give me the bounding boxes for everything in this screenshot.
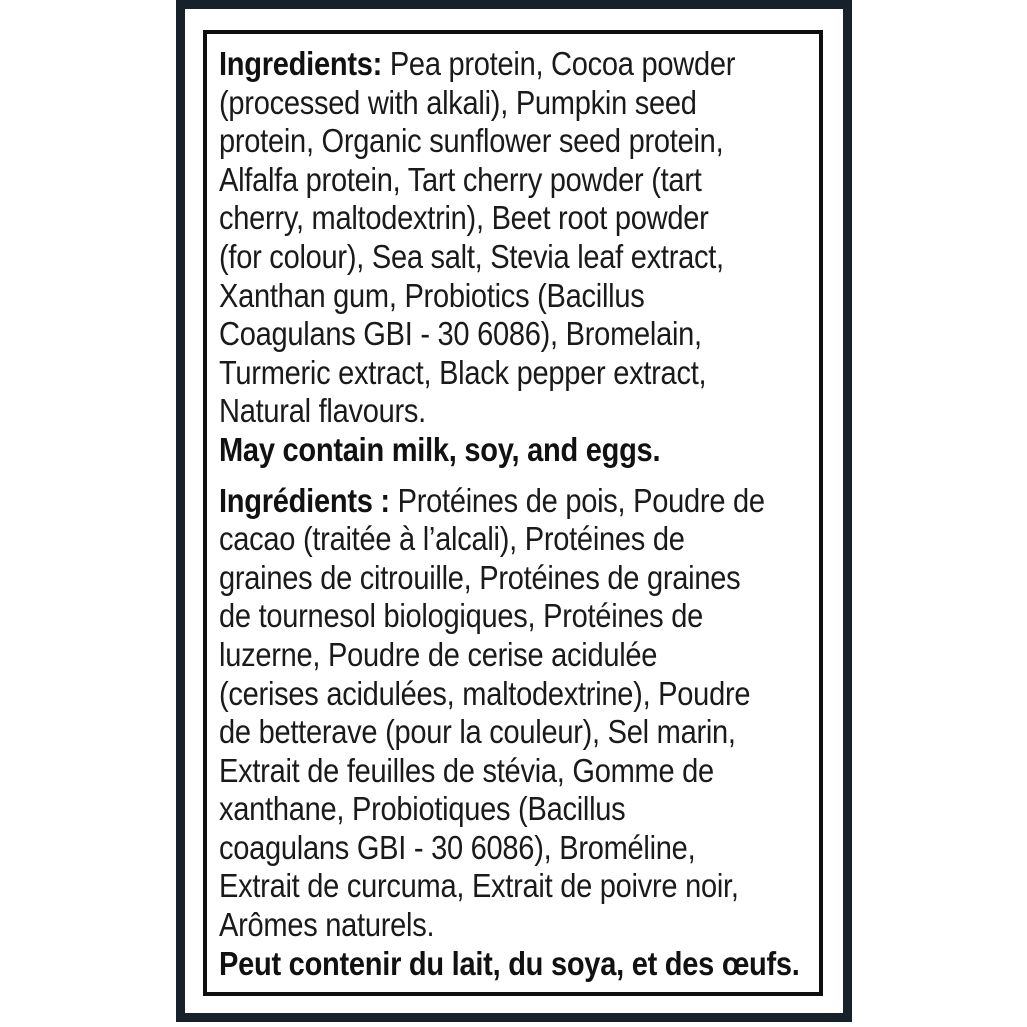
ingredient-text: Natural flavours.	[219, 392, 426, 430]
ingredient-text: graines de citrouille, Protéines de graines	[219, 558, 741, 596]
ingredient-text: protein, Organic sunflower seed protein,	[219, 122, 724, 160]
ingredient-text: xanthane, Probiotiques (Bacillus	[219, 790, 626, 828]
ingredient-text: Pea protein, Cocoa powder	[382, 45, 736, 82]
ingredient-text: Coagulans GBI - 30 6086), Bromelain,	[219, 315, 702, 353]
ingredient-line	[219, 713, 747, 752]
allergen-statement-english	[219, 431, 747, 470]
ingredient-line	[219, 315, 747, 354]
ingredient-line	[219, 392, 747, 431]
ingredient-text: Protéines de pois, Poudre de	[389, 481, 765, 519]
ingredient-line	[219, 277, 747, 316]
bold-text: Peut contenir du lait, du soya, et des œufs.	[219, 944, 800, 982]
ingredient-text: cherry, maltodextrin), Beet root powder	[219, 199, 709, 237]
ingredients-english	[219, 45, 747, 470]
bold-text: May contain milk, soy, and eggs.	[219, 430, 661, 468]
ingredients-heading: Ingredients:	[219, 45, 383, 82]
ingredient-text: Xanthan gum, Probiotics (Bacillus	[219, 276, 645, 314]
product-ingredients-label	[219, 45, 819, 983]
ingredient-text: Extrait de curcuma, Extrait de poivre noir,	[219, 867, 739, 905]
ingredient-line	[219, 122, 747, 161]
ingredient-text: (processed with alkali), Pumpkin seed	[219, 83, 697, 121]
ingredients-heading-french: Ingrédients :	[219, 481, 390, 519]
ingredient-text: de tournesol biologiques, Protéines de	[219, 597, 703, 635]
ingredient-line	[219, 790, 747, 829]
ingredient-line	[219, 84, 747, 123]
ingredient-line	[219, 238, 747, 277]
ingredients-french	[219, 481, 800, 984]
ingredient-line	[219, 520, 747, 559]
ingredient-line	[219, 481, 765, 521]
ingredient-line	[219, 597, 747, 636]
ingredient-text: de betterave (pour la couleur), Sel marin,	[219, 713, 736, 751]
ingredient-text: Arômes naturels.	[219, 906, 435, 944]
ingredient-line	[219, 867, 747, 906]
ingredient-line	[219, 559, 747, 598]
ingredient-line	[219, 45, 747, 84]
ingredient-text: (for colour), Sea salt, Stevia leaf extract,	[219, 237, 724, 275]
ingredient-line	[219, 636, 747, 675]
ingredient-text: cacao (traitée à l’alcali), Protéines de	[219, 520, 685, 558]
ingredient-line	[219, 354, 747, 393]
ingredient-line	[219, 161, 747, 200]
ingredient-text: Turmeric extract, Black pepper extract,	[219, 353, 707, 391]
ingredient-line	[219, 752, 747, 791]
ingredient-line	[219, 906, 747, 945]
allergen-statement-french	[219, 944, 800, 984]
ingredient-text: coagulans GBI - 30 6086), Broméline,	[219, 828, 696, 866]
ingredient-line	[219, 199, 747, 238]
ingredient-text: Alfalfa protein, Tart cherry powder (tart	[219, 160, 702, 198]
ingredient-text: Extrait de feuilles de stévia, Gomme de	[219, 751, 714, 789]
ingredient-line	[219, 829, 747, 868]
ingredient-line	[219, 674, 751, 714]
ingredient-text: luzerne, Poudre de cerise acidulée	[219, 635, 658, 673]
ingredient-text: (cerises acidulées, maltodextrine), Poudre	[219, 674, 751, 712]
